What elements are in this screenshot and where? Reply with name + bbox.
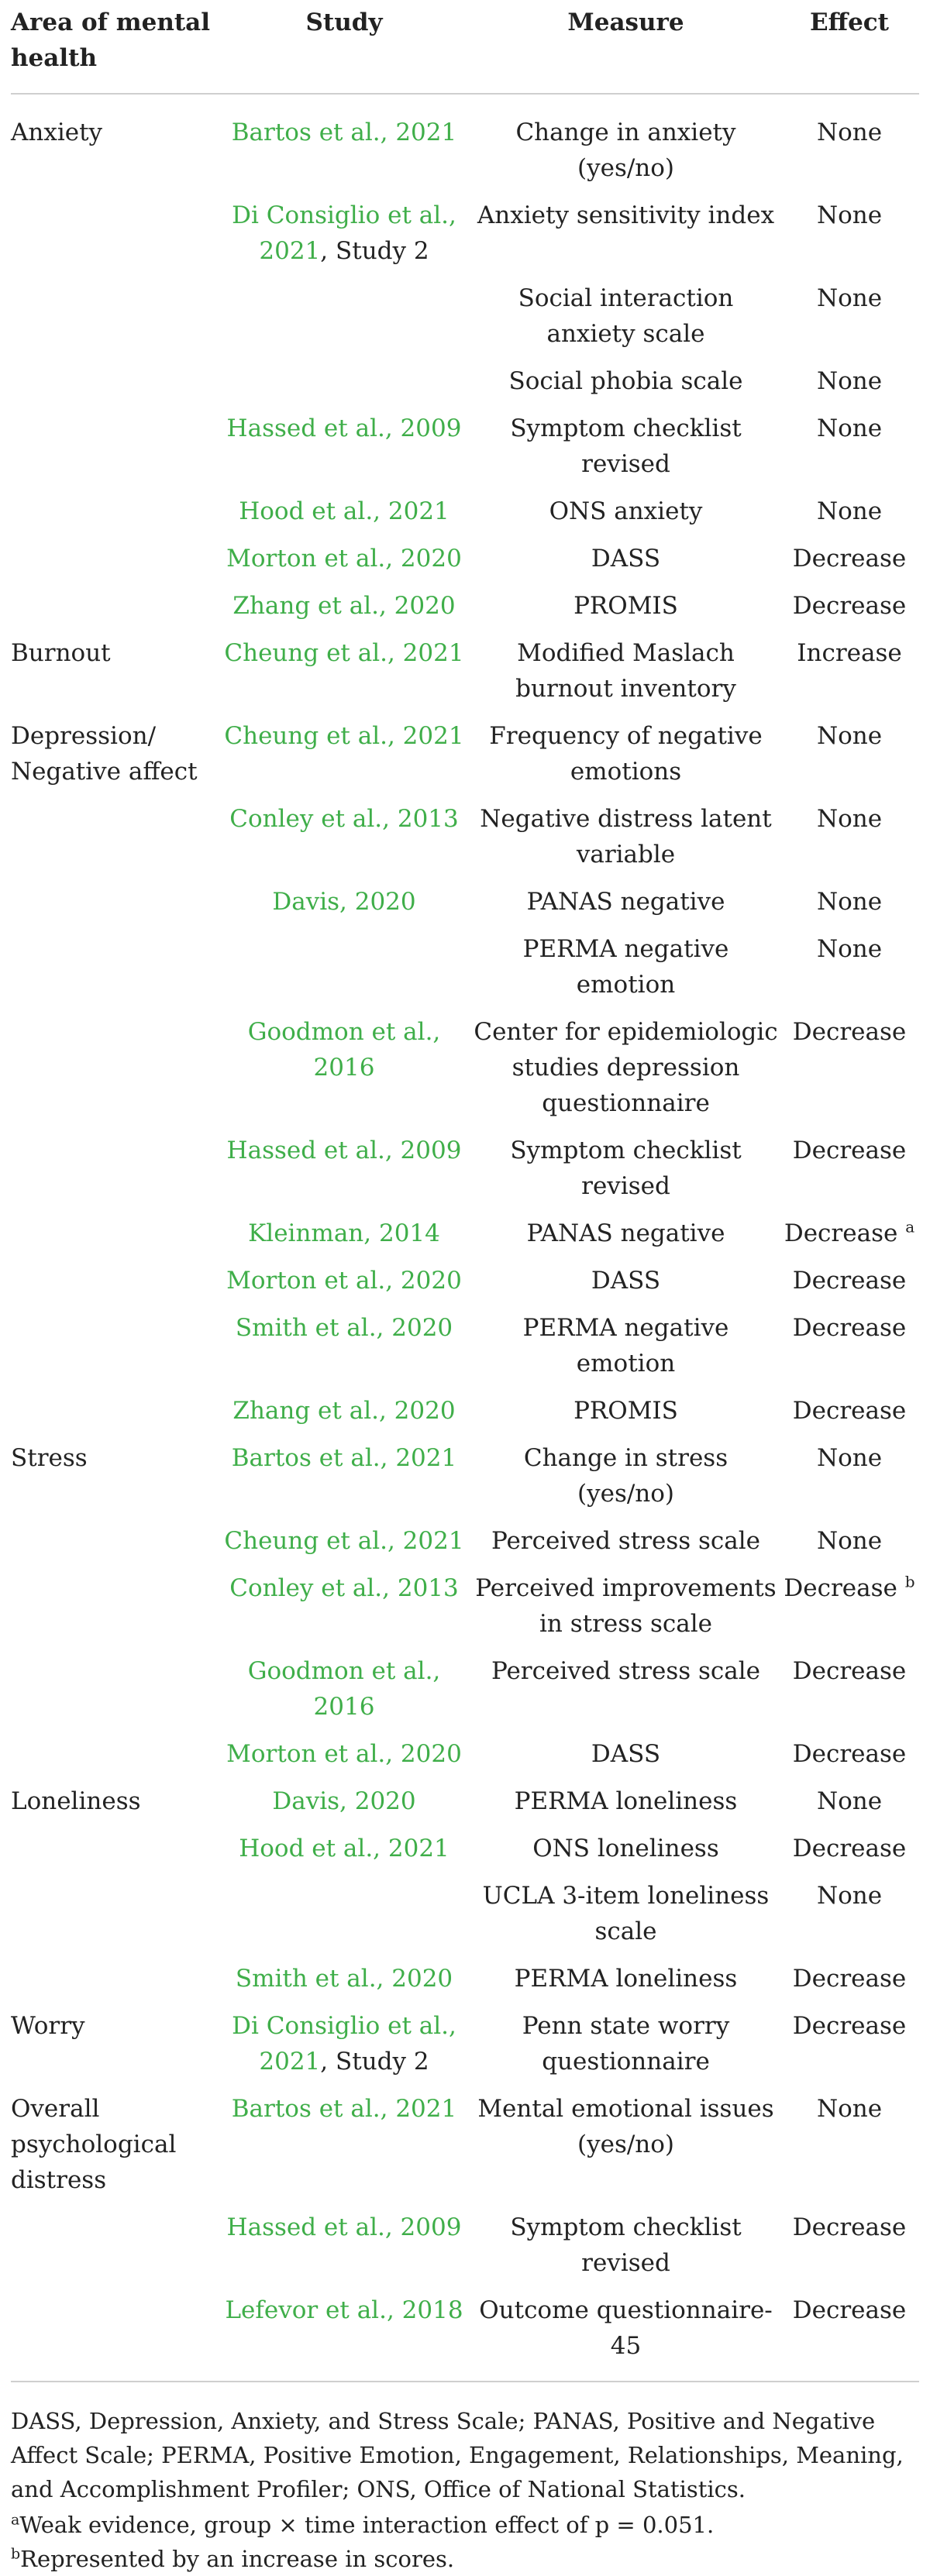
table-footnotes [11, 2381, 919, 2576]
effect-value: None [816, 722, 883, 750]
cell-measure: Modified Maslach burnout inventory [515, 639, 736, 703]
study-citation-link[interactable]: Lefevor et al., 2018 [225, 2296, 463, 2324]
cell-effect [780, 192, 919, 275]
effect-footnote-mark: b [904, 1572, 915, 1591]
table-row [11, 94, 919, 192]
cell-area [11, 405, 216, 488]
cell-study [216, 879, 472, 926]
cell-effect [780, 1210, 919, 1257]
cell-effect [780, 1518, 919, 1565]
cell-study [216, 2086, 472, 2204]
effect-value: Decrease [792, 1657, 907, 1685]
cell-study [216, 926, 472, 1009]
footnote-a-mark: a [11, 2511, 20, 2529]
study-citation-suffix: , Study 2 [320, 237, 429, 265]
study-citation-link[interactable]: Zhang et al., 2020 [232, 1397, 456, 1425]
cell-area [11, 275, 216, 358]
cell-measure: ONS anxiety [549, 497, 703, 525]
cell-measure: ONS loneliness [532, 1835, 719, 1862]
cell-effect [780, 1565, 919, 1648]
cell-area [11, 1955, 216, 2003]
effect-value: None [816, 497, 883, 525]
study-citation-link[interactable]: Smith et al., 2020 [235, 1965, 453, 1993]
cell-study [216, 1825, 472, 1873]
cell-measure: Outcome questionnaire-45 [479, 2296, 773, 2360]
header-row [11, 0, 919, 94]
study-citation-link[interactable]: Morton et al., 2020 [226, 545, 462, 573]
table-row [11, 1518, 919, 1565]
cell-area: Anxiety [11, 119, 103, 146]
study-citation-suffix: , Study 2 [320, 2048, 429, 2076]
cell-effect [780, 583, 919, 630]
effect-value: Increase [797, 639, 902, 667]
study-citation-link[interactable]: Hassed et al., 2009 [226, 414, 462, 442]
cell-effect [780, 358, 919, 405]
cell-area [11, 1648, 216, 1731]
cell-area [11, 926, 216, 1009]
cell-effect [780, 2086, 919, 2204]
cell-effect [780, 1009, 919, 1127]
header-measure: Measure [472, 0, 780, 94]
cell-measure: Mental emotional issues (yes/no) [477, 2095, 774, 2158]
table-row [11, 1825, 919, 1873]
cell-effect [780, 1648, 919, 1731]
effect-value: None [816, 888, 883, 916]
cell-effect [780, 2003, 919, 2086]
footnote-b-mark: b [11, 2545, 21, 2563]
table-row [11, 713, 919, 796]
study-citation-link[interactable]: Davis, 2020 [272, 888, 416, 916]
effect-value: None [816, 1527, 883, 1555]
cell-effect [780, 1873, 919, 1955]
cell-study [216, 488, 472, 535]
cell-study [216, 1778, 472, 1825]
cell-measure: PANAS negative [526, 1219, 725, 1247]
study-citation-link[interactable]: Morton et al., 2020 [226, 1267, 462, 1295]
cell-effect [780, 1305, 919, 1388]
table-row [11, 2287, 919, 2381]
cell-area [11, 488, 216, 535]
cell-area: Depression/ Negative affect [11, 722, 198, 786]
study-citation-link[interactable]: Morton et al., 2020 [226, 1740, 462, 1768]
cell-effect [780, 1388, 919, 1435]
effect-value: Decrease [792, 1397, 907, 1425]
cell-measure: Center for epidemiologic studies depression questionnaire [474, 1018, 778, 1117]
cell-area [11, 1388, 216, 1435]
table-row [11, 926, 919, 1009]
cell-area [11, 2287, 216, 2381]
cell-area: Worry [11, 2012, 85, 2040]
cell-measure: Social phobia scale [508, 367, 743, 395]
footnote-b [11, 2542, 919, 2576]
table-row [11, 1009, 919, 1127]
cell-measure: Perceived stress scale [491, 1657, 761, 1685]
cell-study [216, 1731, 472, 1778]
table-row [11, 1210, 919, 1257]
table-row [11, 2086, 919, 2204]
footnote-a-text: Weak evidence, group × time interaction effect of p = 0.051. [19, 2512, 715, 2538]
table-row [11, 1127, 919, 1210]
cell-study [216, 94, 472, 192]
table-row [11, 1955, 919, 2003]
cell-study [216, 1210, 472, 1257]
cell-area [11, 1518, 216, 1565]
cell-study [216, 1955, 472, 2003]
header-effect: Effect [780, 0, 919, 94]
effect-value: Decrease [792, 1835, 907, 1862]
cell-measure: Symptom checklist revised [510, 2213, 742, 2277]
cell-area [11, 1731, 216, 1778]
table-row [11, 796, 919, 879]
cell-effect [780, 535, 919, 583]
study-citation-link[interactable]: Smith et al., 2020 [235, 1314, 453, 1342]
cell-measure: PANAS negative [526, 888, 725, 916]
cell-study [216, 2003, 472, 2086]
effect-value: None [816, 1882, 883, 1910]
effect-value: Decrease [792, 1965, 907, 1993]
cell-effect [780, 1731, 919, 1778]
cell-area [11, 1825, 216, 1873]
table-row [11, 1873, 919, 1955]
cell-measure: PROMIS [574, 1397, 678, 1425]
cell-effect [780, 2204, 919, 2287]
cell-study [216, 2204, 472, 2287]
cell-area [11, 1127, 216, 1210]
cell-effect [780, 2287, 919, 2381]
table-row [11, 192, 919, 275]
cell-area [11, 535, 216, 583]
cell-measure: Symptom checklist revised [510, 1137, 742, 1200]
footnote-a [11, 2508, 919, 2542]
effect-footnote-mark: a [905, 1217, 915, 1236]
cell-measure: Perceived stress scale [491, 1527, 761, 1555]
effect-value: Decrease [792, 1314, 907, 1342]
effect-value: Decrease [784, 1574, 897, 1602]
cell-measure: Change in stress (yes/no) [523, 1444, 728, 1508]
effect-value: Decrease [792, 2012, 907, 2040]
effect-value: Decrease [792, 1137, 907, 1164]
study-citation-link[interactable]: Davis, 2020 [272, 1787, 416, 1815]
cell-area [11, 879, 216, 926]
study-citation-link[interactable]: Di Consiglio et al., 2021 [232, 2012, 456, 2076]
effect-value: None [816, 119, 883, 146]
study-citation-link[interactable]: Hassed et al., 2009 [226, 1137, 462, 1164]
table-row [11, 2003, 919, 2086]
cell-effect [780, 713, 919, 796]
cell-study [216, 1873, 472, 1955]
cell-study [216, 535, 472, 583]
cell-study [216, 1257, 472, 1305]
table-header [11, 0, 919, 94]
study-citation-link[interactable]: Kleinman, 2014 [248, 1219, 440, 1247]
cell-effect [780, 1955, 919, 2003]
cell-measure: PERMA negative emotion [522, 935, 729, 999]
study-citation-link[interactable]: Bartos et al., 2021 [231, 1444, 457, 1472]
table-row [11, 1648, 919, 1731]
table-row [11, 1257, 919, 1305]
cell-measure: PERMA loneliness [514, 1787, 738, 1815]
cell-effect [780, 926, 919, 1009]
study-citation-link[interactable]: Hood et al., 2021 [239, 1835, 450, 1862]
cell-area [11, 1305, 216, 1388]
cell-measure: Negative distress latent variable [480, 805, 772, 868]
cell-area [11, 1873, 216, 1955]
effect-value: None [816, 201, 883, 229]
study-citation-link[interactable]: Goodmon et al., 2016 [247, 1657, 441, 1721]
mental-health-results-table [11, 0, 919, 2381]
cell-effect [780, 796, 919, 879]
cell-study [216, 583, 472, 630]
table-row [11, 275, 919, 358]
study-citation-link[interactable]: Bartos et al., 2021 [231, 119, 457, 146]
table-row [11, 488, 919, 535]
table-row [11, 358, 919, 405]
cell-effect [780, 1127, 919, 1210]
effect-value: Decrease [792, 2213, 907, 2241]
study-citation-link[interactable]: Bartos et al., 2021 [231, 2095, 457, 2123]
effect-value: None [816, 284, 883, 312]
cell-study [216, 1127, 472, 1210]
cell-measure: Symptom checklist revised [510, 414, 742, 478]
cell-area [11, 1565, 216, 1648]
effect-value: None [816, 935, 883, 963]
cell-measure: Penn state worry questionnaire [522, 2012, 730, 2076]
cell-area [11, 583, 216, 630]
abbreviations-note: DASS, Depression, Anxiety, and Stress Scale; PANAS, Positive and Negative Affect Scale; PERMA, Positive Emotion, Engagement, Relationships, Meaning, and Accomplishment Profiler; ONS, Office of National Statistics. [11, 2408, 904, 2502]
effect-value: Decrease [792, 2296, 907, 2324]
study-citation-link[interactable]: Di Consiglio et al., 2021 [232, 201, 456, 265]
cell-effect [780, 879, 919, 926]
cell-area: Loneliness [11, 1787, 141, 1815]
effect-value: Decrease [792, 1267, 907, 1295]
cell-measure: UCLA 3-item loneliness scale [482, 1882, 770, 1945]
cell-effect [780, 275, 919, 358]
table-row [11, 630, 919, 713]
cell-area [11, 1210, 216, 1257]
effect-value: None [816, 414, 883, 442]
cell-area: Burnout [11, 639, 111, 667]
study-citation-link[interactable]: Hassed et al., 2009 [226, 2213, 462, 2241]
table-body [11, 94, 919, 2381]
study-citation-link[interactable]: Conley et al., 2013 [229, 805, 459, 833]
effect-value: None [816, 1787, 883, 1815]
cell-measure: PROMIS [574, 592, 678, 620]
cell-area: Stress [11, 1444, 88, 1472]
cell-area [11, 1009, 216, 1127]
cell-measure: Perceived improvements in stress scale [475, 1574, 777, 1638]
effect-value: Decrease [792, 592, 907, 620]
study-citation-link[interactable]: Cheung et al., 2021 [224, 1527, 464, 1555]
cell-study [216, 1435, 472, 1518]
cell-measure: Change in anxiety (yes/no) [515, 119, 736, 182]
cell-measure: PERMA loneliness [514, 1965, 738, 1993]
cell-effect [780, 488, 919, 535]
cell-study [216, 1518, 472, 1565]
effect-value: Decrease [792, 1740, 907, 1768]
cell-measure: Social interaction anxiety scale [518, 284, 734, 348]
cell-study [216, 713, 472, 796]
cell-study [216, 1648, 472, 1731]
cell-study [216, 1565, 472, 1648]
study-citation-link[interactable]: Cheung et al., 2021 [224, 722, 464, 750]
cell-effect [780, 1825, 919, 1873]
cell-measure: PERMA negative emotion [522, 1314, 729, 1377]
cell-measure: DASS [591, 545, 661, 573]
study-citation-link[interactable]: Hood et al., 2021 [239, 497, 450, 525]
effect-value: None [816, 2095, 883, 2123]
cell-study [216, 275, 472, 358]
table-row [11, 879, 919, 926]
effect-value: Decrease [784, 1219, 898, 1247]
table-row [11, 1565, 919, 1648]
cell-measure: DASS [591, 1267, 661, 1295]
cell-study [216, 2287, 472, 2381]
footnote-b-text: Represented by an increase in scores. [20, 2546, 455, 2572]
effect-value: None [816, 367, 883, 395]
cell-area [11, 1257, 216, 1305]
cell-effect [780, 1435, 919, 1518]
effect-value: Decrease [792, 1018, 907, 1046]
cell-measure: Frequency of negative emotions [489, 722, 763, 786]
table-row [11, 1435, 919, 1518]
cell-study [216, 1388, 472, 1435]
cell-effect [780, 94, 919, 192]
header-area: Area of mental health [11, 0, 216, 94]
cell-measure: DASS [591, 1740, 661, 1768]
cell-study [216, 630, 472, 713]
cell-measure: Anxiety sensitivity index [477, 201, 775, 229]
effect-value: None [816, 805, 883, 833]
table-row [11, 535, 919, 583]
study-citation-link[interactable]: Cheung et al., 2021 [224, 639, 464, 667]
table-row [11, 583, 919, 630]
study-citation-link[interactable]: Zhang et al., 2020 [232, 592, 456, 620]
effect-value: None [816, 1444, 883, 1472]
table-row [11, 1778, 919, 1825]
table-row [11, 1305, 919, 1388]
cell-study [216, 1305, 472, 1388]
table-row [11, 1731, 919, 1778]
header-study: Study [216, 0, 472, 94]
cell-study [216, 796, 472, 879]
cell-study [216, 358, 472, 405]
effect-value: Decrease [792, 545, 907, 573]
study-citation-link[interactable]: Goodmon et al., 2016 [247, 1018, 441, 1082]
cell-area [11, 358, 216, 405]
cell-effect [780, 1257, 919, 1305]
table-row [11, 405, 919, 488]
cell-study [216, 405, 472, 488]
cell-area [11, 192, 216, 275]
table-row [11, 1388, 919, 1435]
study-citation-link[interactable]: Conley et al., 2013 [229, 1574, 459, 1602]
cell-effect [780, 1778, 919, 1825]
cell-study [216, 192, 472, 275]
table-row [11, 2204, 919, 2287]
cell-area [11, 2204, 216, 2287]
cell-effect [780, 630, 919, 713]
cell-effect [780, 405, 919, 488]
cell-area: Overall psychological distress [11, 2095, 177, 2194]
cell-area [11, 796, 216, 879]
cell-study [216, 1009, 472, 1127]
